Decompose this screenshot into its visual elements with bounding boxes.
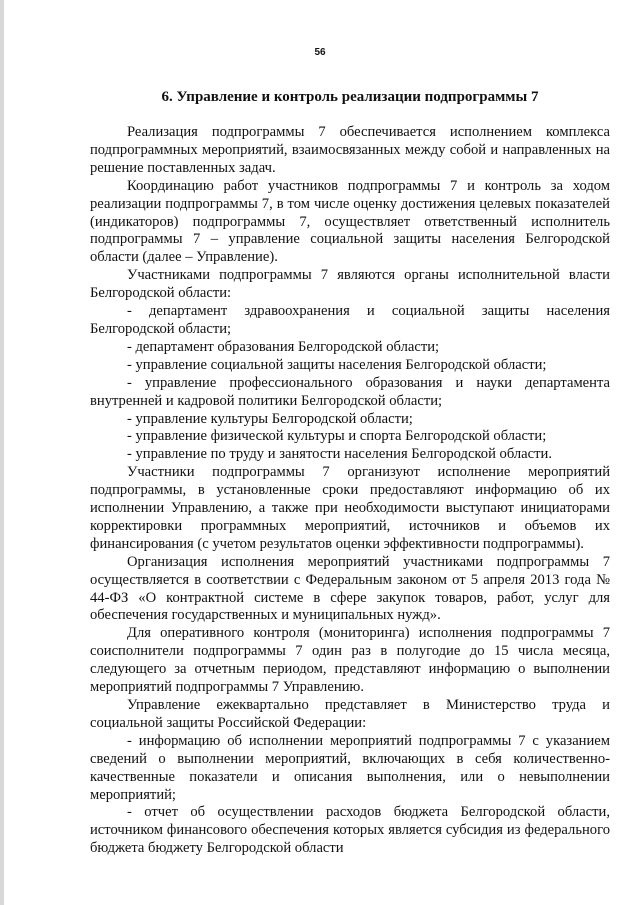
section-heading: 6. Управление и контроль реализации подпрограммы 7 [161,89,539,105]
list-item: - управление физической культуры и спорта Белгородской области; [127,428,547,445]
paragraph: Реализация подпрограммы 7 обеспечивается исполнением комплекса подпрограммных мероприятий, взаимосвязанных между собой и направленных на решение поставленных задач. [90,124,610,176]
list-item: - управление по труду и занятости населения Белгородской области. [127,446,552,463]
paragraph: Участниками подпрограммы 7 являются органы исполнительной власти Белгородской области: [90,267,610,302]
list-item: - департамент здравоохранения и социальной защиты населения Белгородской области; [90,303,610,337]
list-item: - департамент образования Белгородской области; [127,338,440,355]
list-item: - управление профессионального образования и науки департамента внутренней и кадровой политики Белгородской области; [90,374,610,409]
paragraph: Координацию работ участников подпрограммы 7 и контроль за ходом реализации подпрограммы 7, в том числе оценку достижения целевых показателей (индикаторов) подпрограммы 7, осуществляет ответственный исполнитель подпрограммы 7 – управление социальной защиты населения Белгородской области (далее – Управление). [90,177,610,266]
list-item: - управление культуры Белгородской области; [127,410,413,427]
page-number: 56 [314,47,326,58]
scan-edge [0,0,4,905]
paragraph: Для оперативного контроля (мониторинга) исполнения подпрограммы 7 соисполнители подпрограммы 7 один раз в полугодие до 15 числа месяца, следующего за отчетным периодом, представляют информацию о выполнении мероприятий подпрограммы 7 Управлению. [90,625,610,696]
paragraph: Организация исполнения мероприятий участниками подпрограммы 7 осуществляется в соответствии с Федеральным законом от 5 апреля 2013 года № 44-ФЗ «О контрактной системе в сфере закупок товаров, работ, услуг для обеспечения государственных и муниципальных нужд». [90,553,610,624]
list-item: - управление социальной защиты населения Белгородской области; [127,356,547,373]
list-item: - информацию об исполнении мероприятий подпрограммы 7 с указанием сведений о выполнении мероприятий, включающих в себя количественно-качественные показатели и описания выполнения, или о невыполнении мероприятий; [90,732,610,803]
paragraph: Участники подпрограммы 7 организуют исполнение мероприятий подпрограммы, в установленные сроки предоставляют информацию об их исполнении Управлению, а также при необходимости выступают инициаторами корректировки программных мероприятий, источников и объемов их финансирования (с учетом результатов оценки эффективности подпрограммы). [90,464,610,552]
body-text [90,124,610,858]
paragraph: Управление ежеквартально представляет в Министерство труда и социальной защиты Российской Федерации: [90,697,610,731]
list-item: - отчет об осуществлении расходов бюджета Белгородской области, источником финансового обеспечения которых является субсидия из федерального бюджета бюджету Белгородской области [90,804,610,857]
